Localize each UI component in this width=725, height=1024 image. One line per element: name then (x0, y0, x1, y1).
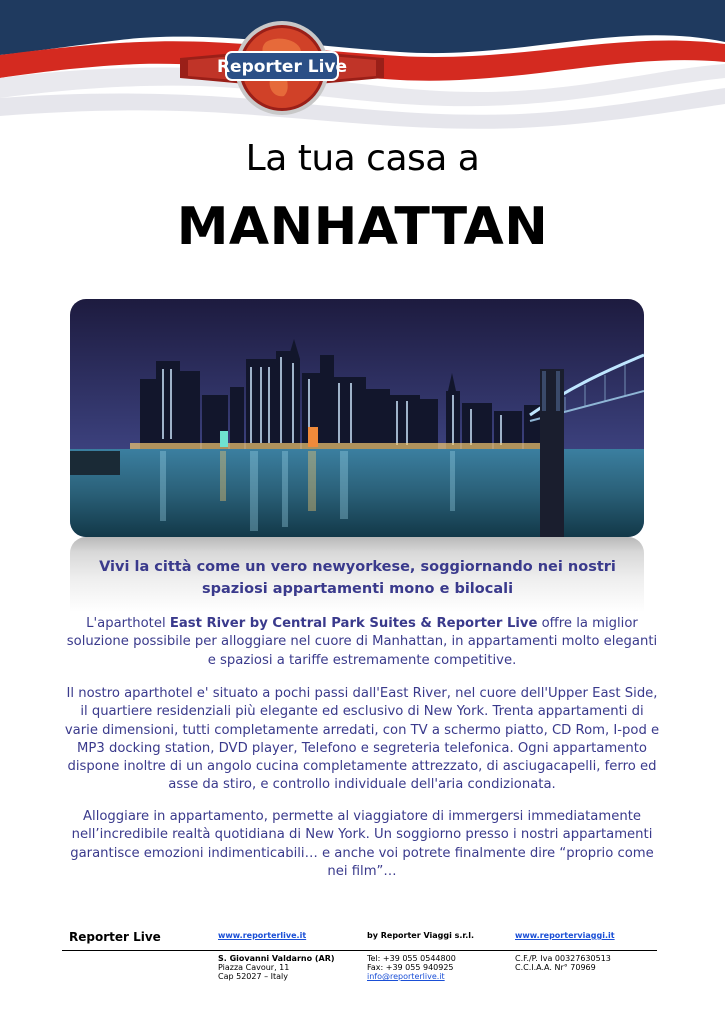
footer-company: by Reporter Viaggi s.r.l. (367, 931, 475, 940)
footer-registry: C.F./P. Iva 00327630513 C.C.I.A.A. Nr° 70969 (515, 954, 611, 972)
paragraph-2: Il nostro aparthotel e' situato a pochi passi dall'East River, nel cuore dell'Upper East Side, il quartiere residenziali più elegante ed esclusivo di New York. Trenta appartamenti di varie dimensioni, tutti completamente arredati, con TV a schermo piatto, CD Rom, I-pod e MP3 docking station, DVD player, Telefono e segreteria telefonica. Ogni appartamento dispone inoltre di un angolo cucina completamente attrezzato, di asciugacapelli, ferro ed asse da stiro, e controllo individuale dell'aria condizionata. (64, 686, 660, 793)
footer-divider (62, 950, 657, 951)
paragraph-3: Alloggiare in appartamento, permette al viaggiatore di immergersi immediatamente nell’incredibile realtà quotidiana di New York. Un soggiorno presso i nostri appartamenti garantisce emozioni indimenticabili… e anche voi potrete finalmente dire “proprio come nei film”… (70, 809, 654, 879)
reporter-live-logo (176, 18, 388, 118)
manhattan-skyline-photo (70, 299, 644, 537)
subtitle: Vivi la città come un vero newyorkese, soggiornando nei nostri spaziosi appartamenti mono e bilocali (99, 559, 616, 597)
footer-contacts: Tel: +39 055 0544800 Fax: +39 055 940925 info@reporterlive.it (367, 954, 456, 981)
footer-link-reporterlive[interactable]: www.reporterlive.it (218, 931, 307, 940)
hotel-name: East River by Central Park Suites & Reporter Live (169, 616, 538, 631)
logo-text: Reporter Live (216, 57, 348, 77)
footer-address: S. Giovanni Valdarno (AR) Piazza Cavour, 11 Cap 52027 – Italy (218, 954, 335, 981)
footer-brand: Reporter Live (69, 930, 161, 944)
footer-link-reporterviaggi[interactable]: www.reporterviaggi.it (515, 931, 615, 940)
footer-email-link[interactable]: info@reporterlive.it (367, 972, 445, 981)
title-line-1: La tua casa a (245, 138, 480, 179)
footer (0, 920, 725, 1020)
paragraph-1: L'aparthotel East River by Central Park Suites & Reporter Live offre la miglior soluzione possibile per alloggiare nel cuore di Manhattan, in appartamenti molto eleganti e spaziosi a tariffe estremamente competitive. (66, 616, 658, 668)
title-line-2: MANHATTAN (176, 197, 549, 257)
